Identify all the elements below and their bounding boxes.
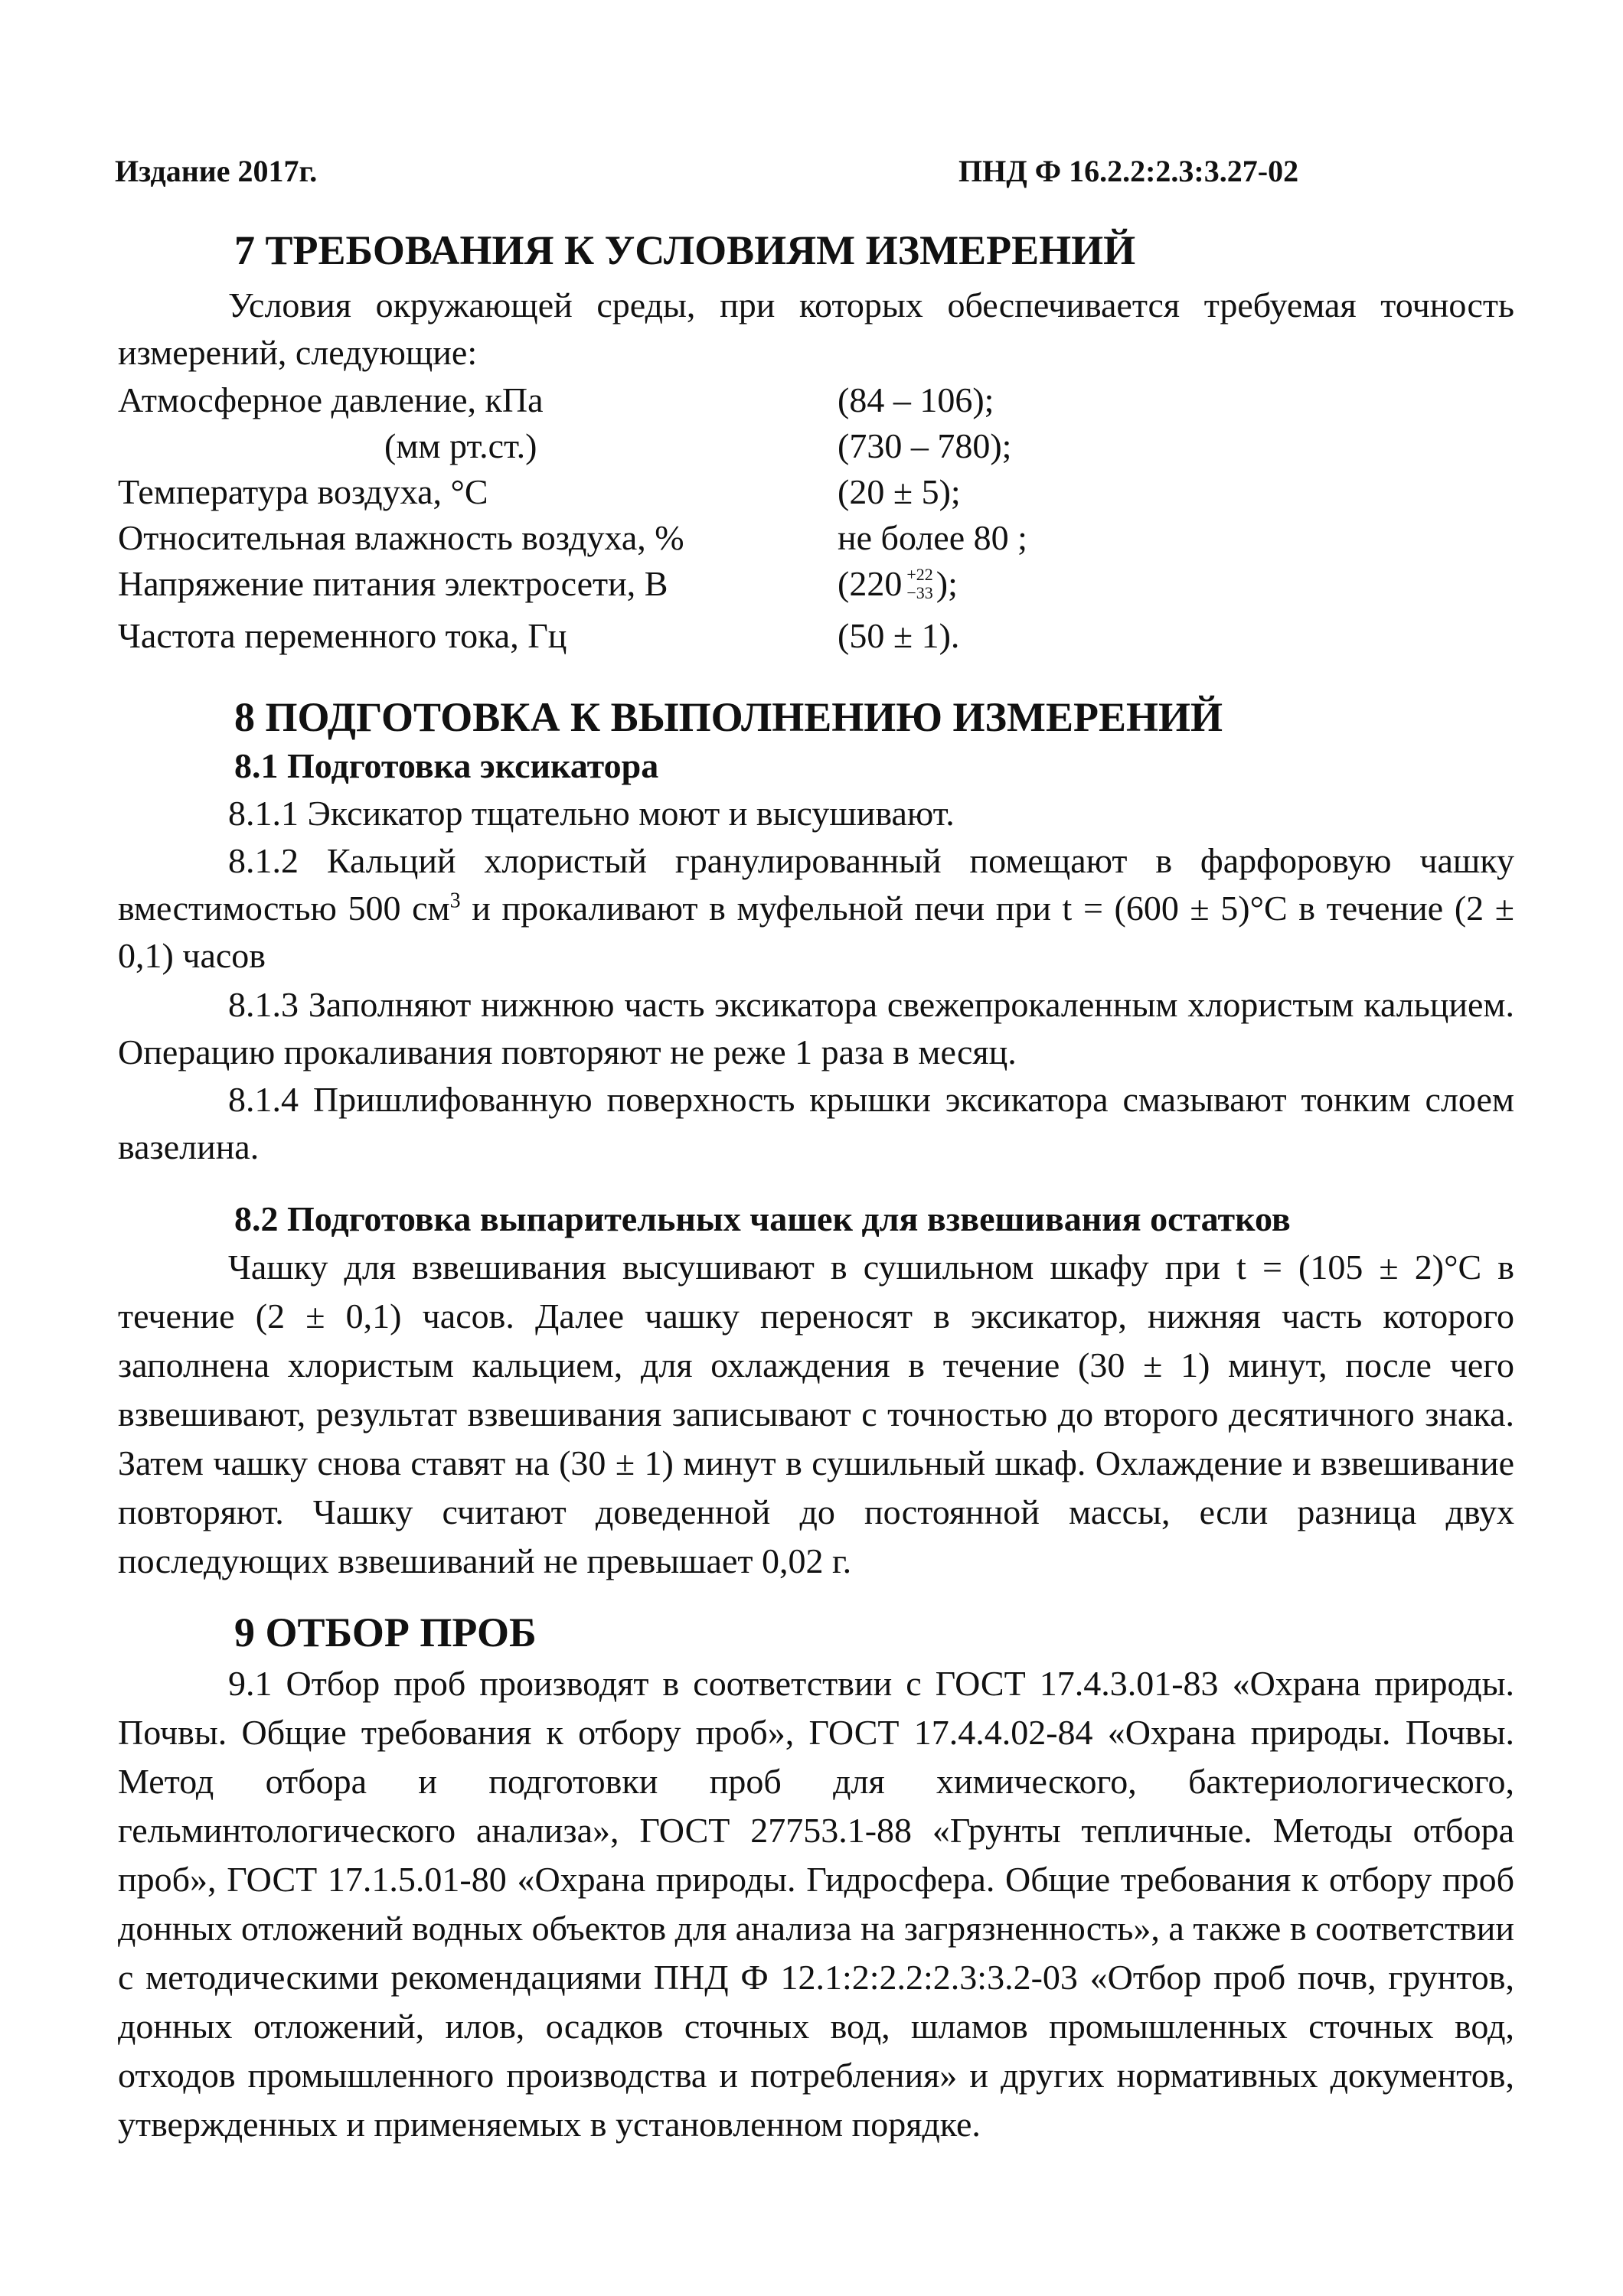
section-7-title: 7 ТРЕБОВАНИЯ К УСЛОВИЯМ ИЗМЕРЕНИЙ — [234, 227, 1136, 273]
section-9-title: 9 ОТБОР ПРОБ — [234, 1609, 537, 1655]
condition-label: (мм рт.ст.) — [384, 426, 537, 465]
condition-value: (20 ± 5); — [838, 472, 961, 511]
paragraph-8-1-2-text-b: и прокаливают в муфельной печи при t = (600 ± 5)°С в течение (2 ± 0,1) часов — [118, 889, 1514, 975]
voltage-suffix: ); — [936, 564, 958, 603]
paragraph-8-1-2-text-a: 8.1.2 Кальций хлористый гранулированный помещают в фарфоровую чашку вместимостью 500 см — [118, 841, 1514, 928]
condition-row — [118, 612, 1514, 660]
condition-label: Атмосферное давление, кПа — [118, 380, 544, 419]
paragraph-8-1-3: 8.1.3 Заполняют нижнюю часть эксикатора свежепрокаленным хлористым кальцием. Операцию прокаливания повторяют не реже 1 раза в месяц. — [118, 985, 1514, 1071]
paragraph-8-1-4: 8.1.4 Пришлифованную поверхность крышки эксикатора смазывают тонким слоем вазелина. — [118, 1080, 1514, 1166]
condition-row — [118, 468, 1514, 516]
section-8-title: 8 ПОДГОТОВКА К ВЫПОЛНЕНИЮ ИЗМЕРЕНИЙ — [234, 694, 1223, 740]
edition-label: Издание 2017г. — [115, 154, 318, 188]
condition-row — [118, 514, 1514, 562]
voltage-tolerance — [906, 566, 932, 602]
paragraph-8-1-2 — [118, 837, 1514, 980]
superscript-3: 3 — [449, 889, 461, 913]
paragraph-8-2: Чашку для взвешивания высушивают в сушильном шкафу при t = (105 ± 2)°С в течение (2 ± 0,1) часов. Далее чашку переносят в эксикатор, нижняя часть которого заполнена хлористым кальцием, для охлаждения в течение (30 ± 1) минут, после чего взвешивают, результат взвешивания записывают с точностью до второго десятичного знака. Затем чашку снова ставят на (30 ± 1) минут в сушильный шкаф. Охлаждение и взвешивание повторяют. Чашку считают доведенной до постоянной массы, если разница двух последующих взвешиваний не превышает 0,02 г. — [118, 1247, 1514, 1580]
paragraph-8-1-1: 8.1.1 Эксикатор тщательно моют и высушивают. — [228, 794, 955, 833]
document-code: ПНД Ф 16.2.2:2.3:3.27-02 — [958, 154, 1299, 188]
paragraph-9-1: 9.1 Отбор проб производят в соответствии с ГОСТ 17.4.3.01-83 «Охрана природы. Почвы. Общие требования к отбору проб», ГОСТ 17.4.4.02-84 «Охрана природы. Почвы. Метод отбора и подготовки проб для химического, бактериологического, гельминтологического анализа», ГОСТ 27753.1-88 «Грунты тепличные. Методы отбора проб», ГОСТ 17.1.5.01-80 «Охрана природы. Гидросфера. Общие требования к отбору проб донных отложений водных объектов для анализа на загрязненность», а также в соответствии с методическими рекомендациями ПНД Ф 12.1:2:2.2:2.3:3.2-03 «Отбор проб почв, грунтов, донных отложений, илов, осадков сточных вод, шламов промышленных сточных вод, отходов промышленного производства и потребления» и других нормативных документов, утвержденных и применяемых в установленном порядке. — [118, 1664, 1514, 2144]
subsection-8-1-title: 8.1 Подготовка эксикатора — [234, 746, 659, 785]
condition-value — [838, 560, 958, 608]
section-7-intro: Условия окружающей среды, при которых обеспечивается требуемая точность измерений, следующие: — [118, 285, 1514, 372]
voltage-nominal: (220 — [838, 564, 903, 603]
condition-value: не более 80 ; — [838, 518, 1027, 557]
condition-value: (84 – 106); — [838, 380, 994, 419]
condition-label: Температура воздуха, °С — [118, 472, 488, 511]
condition-label: Напряжение питания электросети, В — [118, 564, 668, 603]
condition-value: (50 ± 1). — [838, 616, 960, 655]
tolerance-plus: +22 — [906, 565, 933, 585]
condition-label: Относительная влажность воздуха, % — [118, 518, 684, 557]
condition-label: Частота переменного тока, Гц — [118, 616, 567, 655]
subsection-8-2-title: 8.2 Подготовка выпарительных чашек для взвешивания остатков — [234, 1199, 1291, 1238]
condition-row — [118, 422, 1514, 470]
tolerance-minus: −33 — [906, 583, 933, 603]
condition-row — [118, 377, 1514, 424]
condition-row — [118, 560, 1514, 608]
condition-value: (730 – 780); — [838, 426, 1012, 465]
